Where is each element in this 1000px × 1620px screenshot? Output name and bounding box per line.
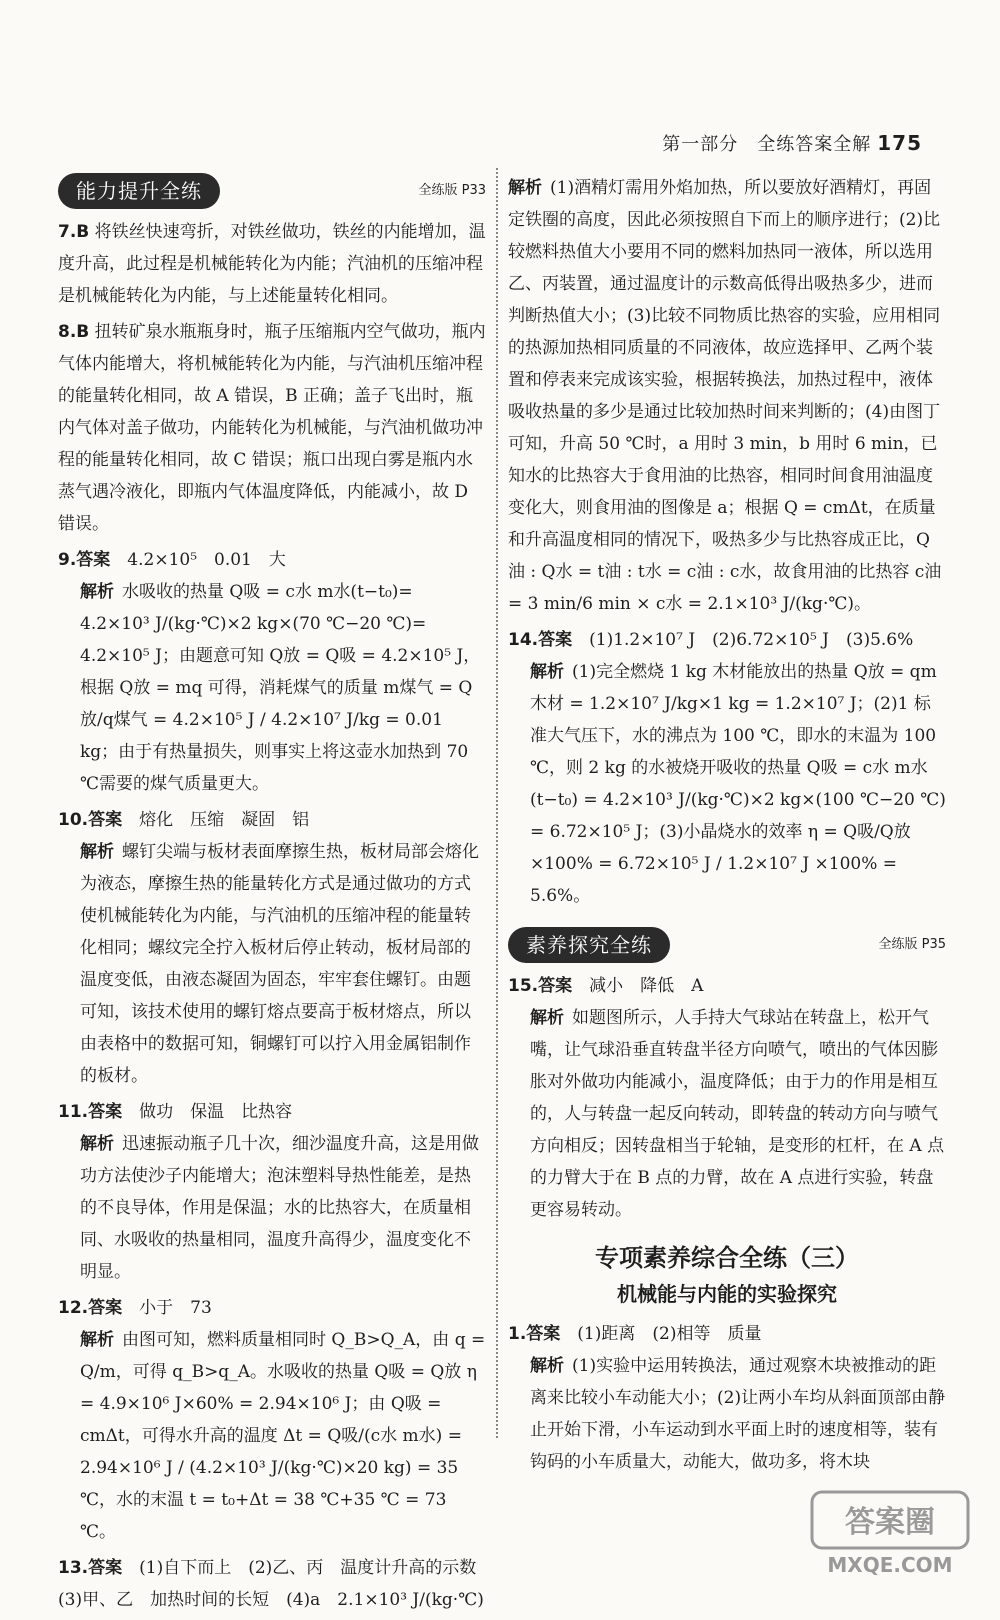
question-body: 扭转矿泉水瓶瓶身时，瓶子压缩瓶内空气做功，瓶内气体内能增大，将机械能转化为内能，与汽油机压缩冲程的能量转化相同，故 A 错误，B 正确；盖子飞出时，瓶内气体对盖子做功，内能转化为机械能，与汽油机做功冲程的能量转化相同，故 C 错误；瓶口出现白雾是瓶内水蒸气遇冷液化，即瓶内气体温度降低，内能减小，故 D 错误。 [58,322,486,534]
analysis-body: (1)酒精灯需用外焰加热，所以要放好酒精灯，再固定铁圈的高度，因此必须按照自下而上的顺序进行；(2)比较燃料热值大小要用不同的燃料加热同一液体，所以选用乙、丙装置，通过温度计的示数高低得出吸热多少，进而判断热值大小；(3)比较不同物质比热容的实验，应用相同的热源加热相同质量的不同液体，故应选择甲、乙两个装置和停表来完成该实验，根据转换法，加热过程中，液体吸收热量的多少是通过比较加热时间来判断的；(4)由图丁可知，升高 50 ℃时，a 用时 3 min，b 用时 6 min，已知水的比热容大于食用油的比热容，相同时间食用油温度变化大，则食用油的图像是 a；根据 Q = cmΔt，在质量和升高温度相同的情况下，吸热多少与比热容成正比，Q油 : Q水 = t油 : t水 = c油 : c水，故食用油的比热容 c油 = 3 min/6 min × c水 = 2.1×10³ J/(kg·℃)。 [508,178,942,614]
answer-text: 熔化 压缩 凝固 铝 [139,810,310,830]
answer-text: 做功 保温 比热容 [139,1102,293,1122]
answer-text: 小于 73 [139,1298,212,1318]
question-13-analysis [508,172,946,620]
column-divider [496,168,498,1438]
analysis-label: 解析 [530,662,564,682]
watermark-line1: 答案圈 [845,1505,935,1540]
analysis-body: (1)完全燃烧 1 kg 木材能放出的热量 Q放 = qm木材 = 1.2×10⁷ J/kg×1 kg = 1.2×10⁷ J；(2)1 标准大气压下，水的沸点为 100 ℃，即水的末温为 100 ℃，则 2 kg 的水被烧开吸收的热量 Q吸 = c水 m水(t−t₀) = 4.2×10³ J/(kg·℃)×2 kg×(100 ℃−20 ℃) = 6.72×10⁵ J；(3)小晶烧水的效率 η = Q吸/Q放 ×100% = 6.72×10⁵ J / 1.2×10⁷ J ×100% = 5.6%。 [530,662,946,906]
watermark-line2: MXQE.COM [827,1553,953,1577]
answer-text: (1)1.2×10⁷ J (2)6.72×10⁵ J (3)5.6% [589,630,914,650]
analysis-body: 水吸收的热量 Q吸 = c水 m水(t−t₀)= 4.2×10³ J/(kg·℃)×2 kg×(70 ℃−20 ℃)= 4.2×10⁵ J；由题意可知 Q放 = Q吸 = 4.2×10⁵ J，根据 Q放 = mq 可得，消耗煤气的质量 m煤气 = Q放/q煤气 = 4.2×10⁵ J / 4.2×10⁷ J/kg = 0.01 kg；由于有热量损失，则事实上将这壶水加热到 70 ℃需要的煤气质量更大。 [80,582,481,794]
left-column [58,172,494,1620]
question-number: 14.答案 [508,630,573,650]
left-banner [58,172,486,210]
analysis-label: 解析 [530,1356,564,1376]
banner-edition: 全练版 P35 [878,937,946,952]
analysis-body: 迅速振动瓶子几十次，细沙温度升高，这是用做功方法使沙子内能增大；泡沫塑料导热性能差，是热的不良导体，作用是保温；水的比热容大，在质量相同、水吸收的热量相同，温度升高得少，温度变化不明显。 [80,1134,479,1282]
banner-title: 素养探究全练 [508,927,670,963]
analysis-label: 解析 [530,1008,564,1028]
question-10 [58,804,486,1092]
question-11 [58,1096,486,1288]
question-number: 10.答案 [58,810,123,830]
banner-edition: 全练版 P33 [418,183,486,198]
question-number: 13.答案 [58,1558,123,1578]
question-8 [58,316,486,540]
question-13 [58,1552,494,1616]
question-number: 1.答案 [508,1324,561,1344]
answer-text: (1)距离 (2)相等 质量 [577,1324,762,1344]
question-body: 将铁丝快速弯折，对铁丝做功，铁丝的内能增加，温度升高，此过程是机械能转化为内能；汽油机的压缩冲程是机械能转化为内能，与上述能量转化相同。 [58,222,486,306]
question-9 [58,544,486,800]
analysis-label: 解析 [80,582,114,602]
section-title: 专项素养综合全练（三） [595,1244,859,1272]
header-text: 第一部分 全练答案全解 [662,134,872,155]
question-number: 7.B [58,222,90,242]
watermark-graphic [810,1490,970,1580]
question-number: 12.答案 [58,1298,123,1318]
banner-title: 能力提升全练 [58,173,220,209]
analysis-body: (1)实验中运用转换法，通过观察木块被推动的距离来比较小车动能大小；(2)让两小车均从斜面顶部由静止开始下滑，小车运动到水平面上时的速度相等，装有钩码的小车质量大，动能大，做功多，将木块 [530,1356,946,1472]
question-number: 8.B [58,322,90,342]
analysis-body: 如题图所示，人手持大气球站在转盘上，松开气嘴，让气球沿垂直转盘半径方向喷气，喷出的气体因膨胀对外做功内能减小，温度降低；由于力的作用是相互的，人与转盘一起反向转动，即转盘的转动方向与喷气方向相反；因转盘相当于轮轴，是变形的杠杆，在 A 点的力臂大于在 B 点的力臂，故在 A 点进行实验，转盘更容易转动。 [530,1008,945,1220]
right-column [508,172,946,1482]
analysis-label: 解析 [508,178,542,198]
question-number: 15.答案 [508,976,573,996]
question-number: 9.答案 [58,550,111,570]
question-14 [508,624,946,912]
answer-text: 4.2×10⁵ 0.01 大 [127,550,286,570]
right-banner [508,926,946,964]
answer-text: 减小 降低 A [589,976,704,996]
analysis-label: 解析 [80,1330,114,1350]
analysis-body: 由图可知，燃料质量相同时 Q_B>Q_A，由 q = Q/m，可得 q_B>q_A。水吸收的热量 Q吸 = Q放 η = 4.9×10⁶ J×60% = 2.94×10⁶ J；由 Q吸 = cmΔt，可得水升高的温度 Δt = Q吸/(c水 m水) = 2.94×10⁶ J / (4.2×10³ J/(kg·℃)×20 kg) = 35 ℃，水的末温 t = t₀+Δt = 38 ℃+35 ℃ = 73 ℃。 [80,1330,486,1542]
question-1 [508,1318,946,1478]
analysis-label: 解析 [80,842,114,862]
page-header [662,130,922,156]
watermark-logo [810,1490,970,1580]
question-15 [508,970,946,1226]
page-number: 175 [877,131,922,155]
question-7 [58,216,486,312]
question-12 [58,1292,486,1548]
section-subtitle: 机械能与内能的实验探究 [617,1282,837,1306]
analysis-body: 螺钉尖端与板材表面摩擦生热，板材局部会熔化为液态，摩擦生热的能量转化方式是通过做功的方式使机械能转化为内能，与汽油机的压缩冲程的能量转化相同；螺纹完全拧入板材后停止转动，板材局部的温度变低，由液态凝固为固态，牢牢套住螺钉。由题可知，该技术使用的螺钉熔点要高于板材熔点，所以由表格中的数据可知，铜螺钉可以拧入用金属铝制作的板材。 [80,842,479,1086]
question-number: 11.答案 [58,1102,123,1122]
answer-text: (1)自下而上 (2)乙、丙 温度计升高的示数 (3)甲、乙 加热时间的长短 (4)a 2.1×10³ J/(kg·℃) [58,1558,494,1610]
analysis-label: 解析 [80,1134,114,1154]
